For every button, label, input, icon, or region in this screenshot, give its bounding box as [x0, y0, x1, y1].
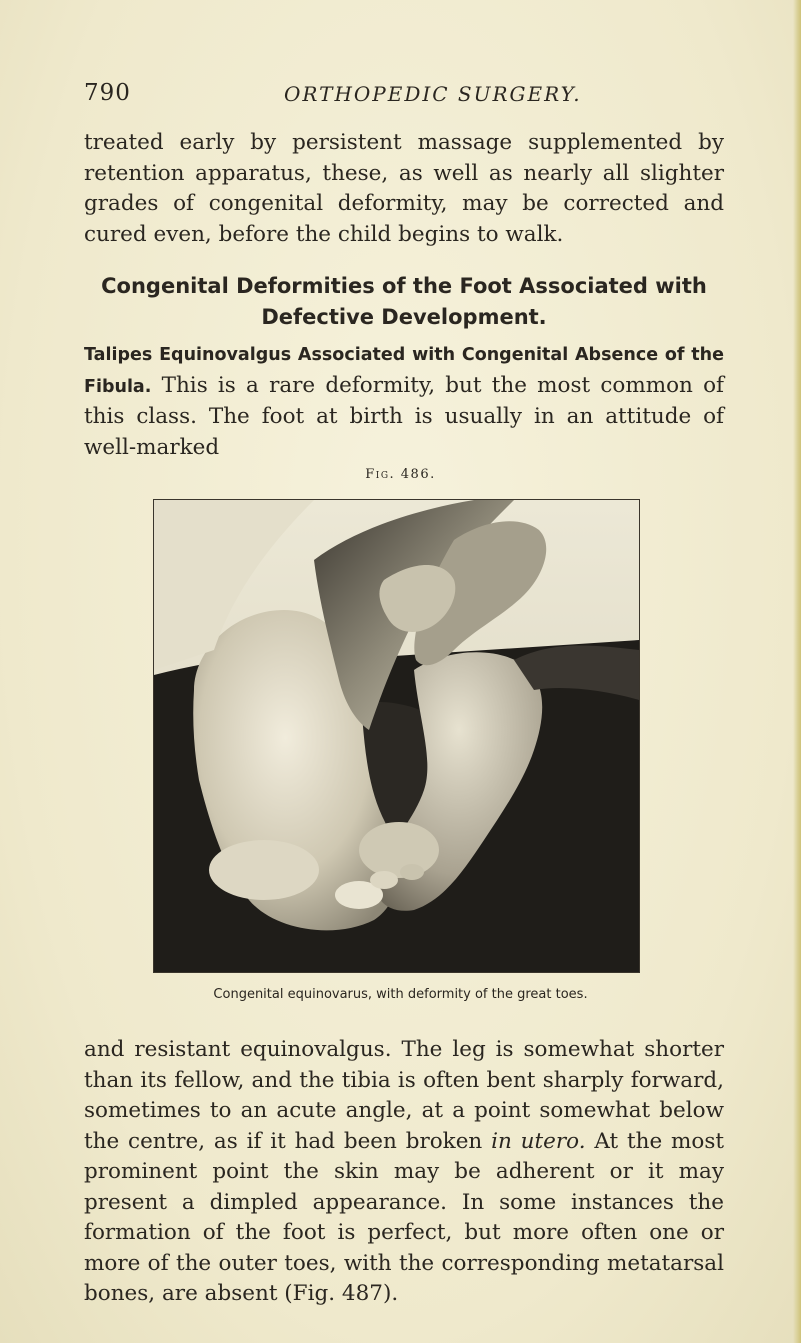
intro-paragraph: treated early by persistent massage supplemented by retention apparatus, these, as well as nearly all slighter grades of congenital deformity, may be corrected and cured even, before the child begins to walk.	[84, 130, 724, 247]
closing-italic-phrase: in utero.	[491, 1128, 586, 1154]
closing-text-part-2: At the most prominent point the skin may be adherent or it may present a dimpled appearance. In some instances the formation of the foot is perfect, but more often one or more of the outer toes, with the corresponding metatarsal bones, are absent (Fig. 487).	[84, 1128, 724, 1306]
feet-photograph-illustration	[154, 500, 639, 972]
closing-text-part-1: and resistant equinovalgus. The leg is somewhat shorter than its fellow, and the tibia is often bent sharply forward, sometimes to an acute angle, at a point somewhat below the centre, as if it had been broken	[84, 1037, 724, 1154]
page-header	[84, 80, 724, 114]
page-edge	[793, 0, 801, 1343]
figure-label: Fig. 486.	[365, 467, 436, 482]
page-number: 790	[84, 80, 131, 106]
figure-photograph	[153, 499, 640, 973]
section-heading: Congenital Deformities of the Foot Associated with Defective Development.	[101, 274, 707, 329]
subsection-text: This is a rare deformity, but the most common of this class. The foot at birth is usually in an attitude of well-marked	[84, 372, 724, 460]
subsection-title: Talipes Equinovalgus Associated with Congenital Absence of the Fibula.	[84, 345, 724, 397]
closing-paragraph	[84, 1035, 724, 1310]
running-title: ORTHOPEDIC SURGERY.	[284, 82, 582, 106]
figure-caption: Congenital equinovarus, with deformity of the great toes.	[213, 987, 588, 1002]
subsection-paragraph	[84, 339, 724, 463]
